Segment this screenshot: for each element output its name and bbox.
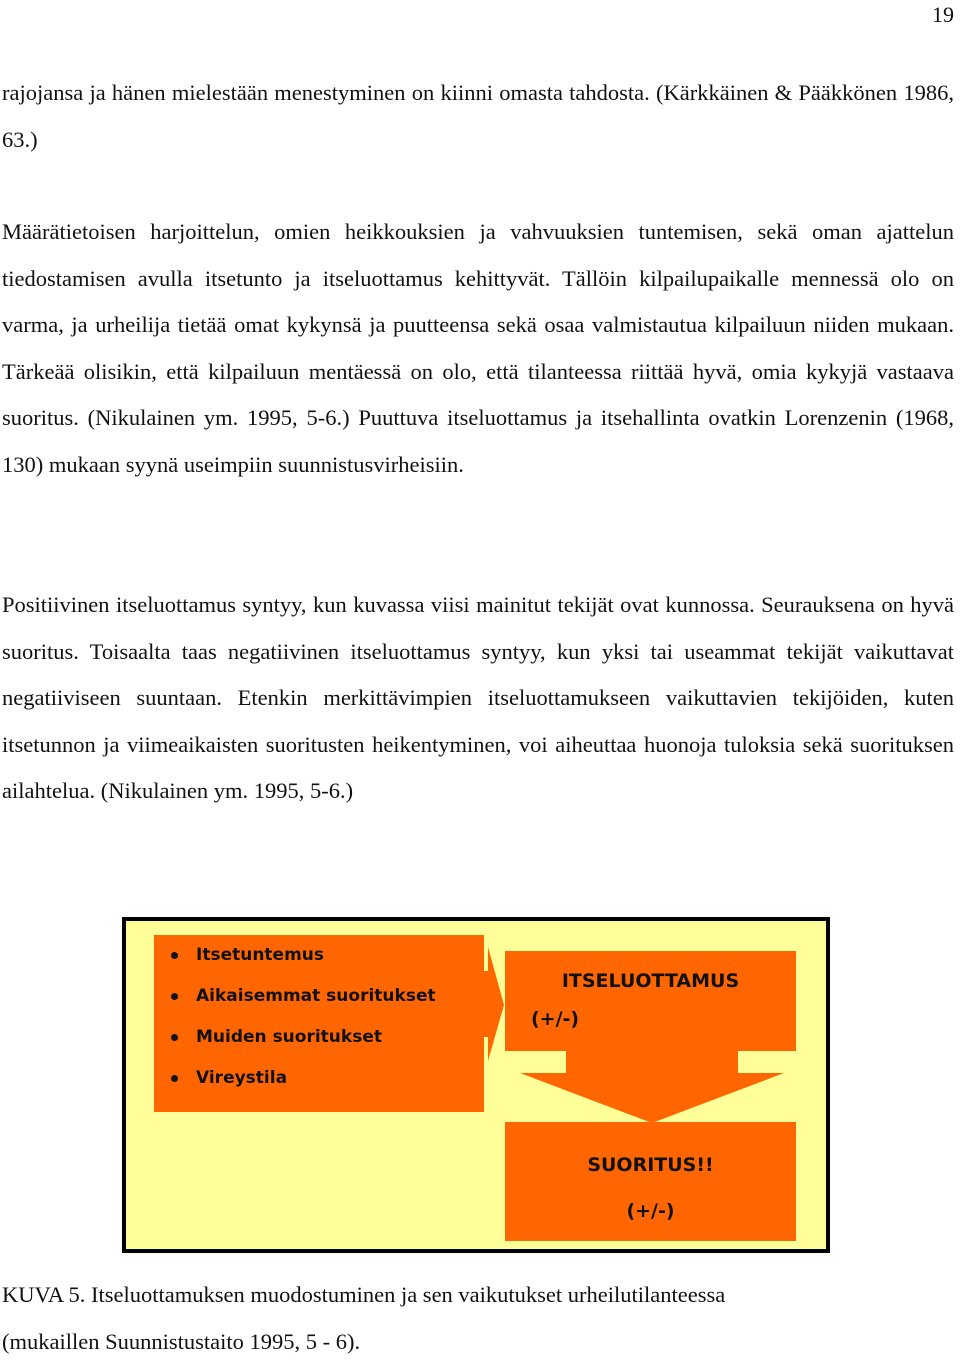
paragraph-2: Määrätietoisen harjoittelun, omien heikkouksien ja vahvuuksien tuntemisen, sekä oman ajattelun tiedostamisen avulla itsetunto ja itseluottamus kehittyvät. Tällöin kilpailupaikalle mennessä olo on varma, ja urheilija tietää omat kykynsä ja puutteensa sekä osaa valmistautua kilpailuun niiden mukaan. Tärkeää olisikin, että kilpailuun mentäessä on olo, että tilanteessa riittää hyvä, omia kykyjä vastaava suoritus. (Nikulainen ym. 1995, 5-6.) Puuttuva itseluottamus ja itsehallinta ovatkin Lorenzenin (1968, 130) mukaan syynä useimpiin suunnistusvirheisiin. <box>2 209 954 488</box>
paragraph-1: rajojansa ja hänen mielestään menestyminen on kiinni omasta tahdosta. (Kärkkäinen & Pääkkönen 1986, 63.) <box>2 70 954 163</box>
down-arrow <box>520 1049 784 1123</box>
confidence-sign: (+/-) <box>531 1008 822 1030</box>
paragraph-3: Positiivinen itseluottamus syntyy, kun kuvassa viisi mainitut tekijät ovat kunnossa. Seurauksena on hyvä suoritus. Toisaalta taas negatiivinen itseluottamus syntyy, kun yksi tai useammat tekijät vaikuttavat negatiiviseen suuntaan. Etenkin merkittävimpien itseluottamukseen vaikuttavien tekijöiden, kuten itsetunnon ja viimeaikaisten suoritusten heikentyminen, voi aiheuttaa huonoja tuloksia sekä suorituksen ailahtelua. (Nikulainen ym. 1995, 5-6.) <box>2 582 954 815</box>
right-arrow <box>484 947 504 1061</box>
factor-label: Muiden suoritukset <box>196 1027 382 1047</box>
caption-line-1: KUVA 5. Itseluottamuksen muodostuminen ja sen vaikutukset urheilutilanteessa <box>2 1272 958 1319</box>
performance-box <box>505 1122 796 1241</box>
figure-caption <box>2 1272 958 1365</box>
confidence-box <box>505 951 796 1051</box>
confidence-title: ITSELUOTTAMUS <box>505 970 796 992</box>
performance-sign: (+/-) <box>505 1200 796 1222</box>
factor-label: Vireystila <box>196 1068 287 1088</box>
factor-label: Itsetuntemus <box>196 945 324 965</box>
performance-title: SUORITUS!! <box>505 1154 796 1176</box>
confidence-diagram <box>122 917 830 1253</box>
caption-line-2: (mukaillen Suunnistustaito 1995, 5 - 6). <box>2 1319 958 1365</box>
page-number: 19 <box>932 2 954 28</box>
factor-label: Aikaisemmat suoritukset <box>196 986 436 1006</box>
